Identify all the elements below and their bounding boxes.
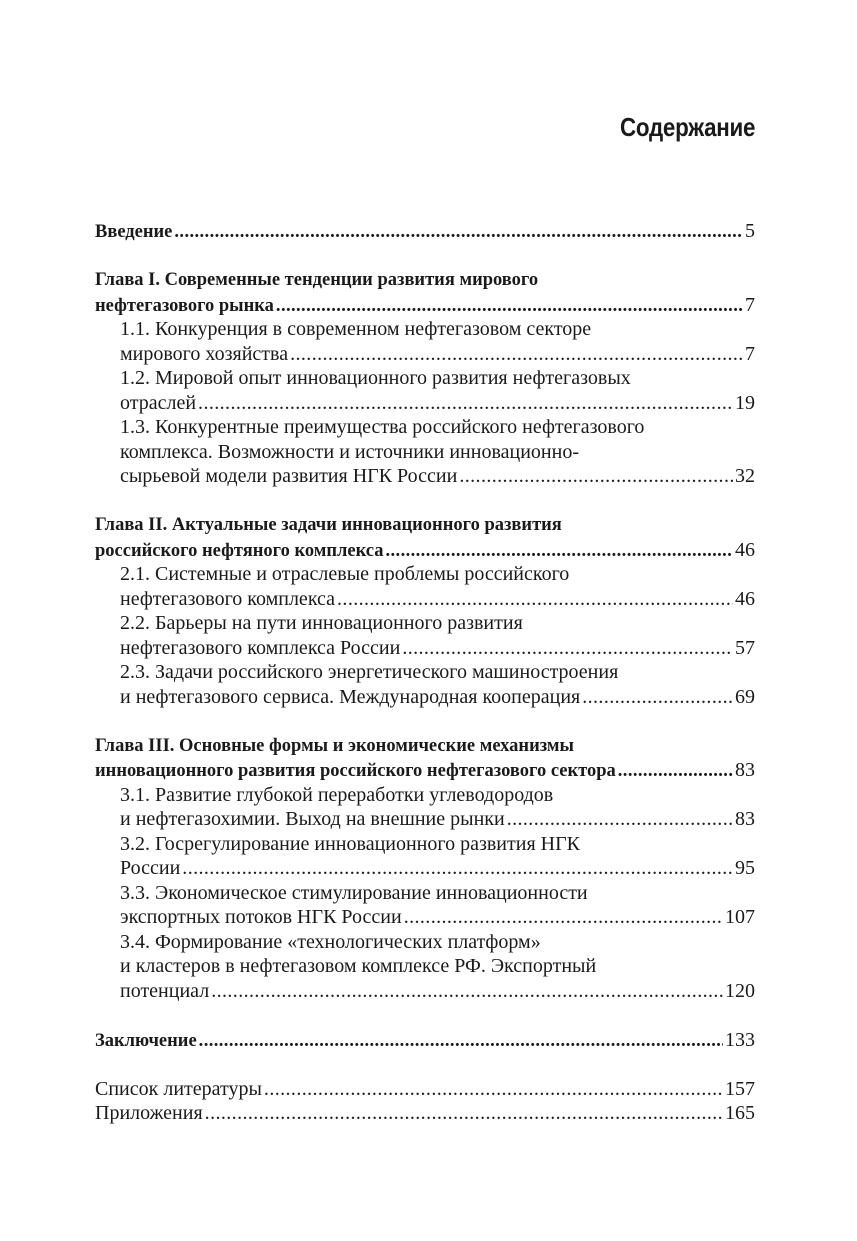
toc-section-3-2-line1[interactable]: 3.2. Госрегулирование инновационного развития НГК: [120, 832, 580, 855]
leader-dots: [582, 685, 733, 710]
toc-section-2-1-line1[interactable]: 2.1. Системные и отраслевые проблемы российского: [120, 563, 570, 585]
toc-page-number: 46: [735, 587, 755, 610]
toc-entry-label: нефтегазового комплекса России: [120, 636, 401, 659]
toc-chapter-3-line1[interactable]: Глава III. Основные формы и экономические механизмы: [95, 735, 574, 756]
toc-entry-label: инновационного развития российского нефтегазового сектора: [95, 761, 616, 781]
toc-entry-label: Приложения: [95, 1102, 203, 1124]
toc-entry-label: потенциал: [120, 979, 210, 1002]
toc-page-number: 57: [735, 636, 755, 659]
leader-dots: [404, 905, 723, 930]
toc-chapter-2-line1[interactable]: Глава II. Актуальные задачи инновационного развития: [95, 515, 562, 535]
toc-page-number: 7: [745, 293, 755, 316]
leader-dots: [290, 342, 743, 367]
toc-page-number: 19: [735, 391, 755, 414]
toc-section-1-2[interactable]: [95, 391, 755, 416]
toc-section-1-3[interactable]: [95, 464, 755, 489]
toc-section-1-3-line1[interactable]: 1.3. Конкурентные преимущества российского нефтегазового: [120, 416, 645, 438]
toc-entry-label: Введение: [95, 222, 173, 242]
toc-section-3-1-line1[interactable]: 3.1. Развитие глубокой переработки углеводородов: [120, 783, 554, 806]
toc-section-3-4-line2[interactable]: и кластеров в нефтегазовом комплексе РФ. Экспортный: [120, 955, 597, 977]
toc-section-3-3-line1[interactable]: 3.3. Экономическое стимулирование инновационности: [120, 881, 588, 904]
leader-dots: [211, 979, 723, 1004]
toc-section-3-3[interactable]: [95, 905, 755, 930]
toc-entry-label: и нефтегазохимии. Выход на внешние рынки: [120, 808, 505, 830]
toc-chapter-1-line1[interactable]: Глава I. Современные тенденции развития мирового: [95, 270, 539, 290]
toc-entry-references[interactable]: [95, 1077, 755, 1102]
toc-page-number: 83: [735, 759, 755, 781]
toc-section-2-1[interactable]: [95, 587, 755, 612]
toc-page-number: 157: [725, 1077, 755, 1100]
toc-entry-label: российского нефтяного комплекса: [95, 540, 384, 561]
toc-entry-label: отраслей: [120, 391, 197, 414]
leader-dots: [507, 807, 733, 832]
toc-page-number: 95: [735, 857, 755, 879]
toc-page-number: 165: [725, 1102, 755, 1124]
page-title: Содержание: [619, 112, 755, 142]
toc-page-number: 69: [735, 685, 755, 708]
leader-dots: [264, 1077, 723, 1102]
toc-page-number: 5: [745, 220, 755, 242]
toc-section-2-2[interactable]: [95, 636, 755, 661]
toc-entry-label: мирового хозяйства: [120, 342, 289, 365]
toc-chapter-1[interactable]: [95, 293, 755, 318]
leader-dots: [618, 759, 733, 784]
toc-chapter-2[interactable]: [95, 538, 755, 563]
toc-entry-label: Список литературы: [95, 1077, 262, 1100]
toc-entry-intro[interactable]: [95, 219, 755, 244]
toc-entry-label: России: [120, 857, 181, 879]
leader-dots: [205, 1101, 723, 1126]
toc-page-number: 7: [745, 342, 755, 365]
toc-section-2-2-line1[interactable]: 2.2. Барьеры на пути инновационного развития: [120, 612, 523, 634]
toc-section-2-3[interactable]: [95, 685, 755, 710]
toc-entry-label: нефтегазового комплекса: [120, 587, 336, 610]
table-of-contents: [95, 219, 755, 1126]
leader-dots: [198, 391, 733, 416]
toc-entry-conclusion[interactable]: [95, 1028, 755, 1053]
leader-dots: [174, 220, 743, 245]
toc-page-number: 83: [735, 808, 755, 830]
leader-dots: [199, 1029, 723, 1054]
toc-section-3-2[interactable]: [95, 856, 755, 881]
toc-entry-label: сырьевой модели развития НГК России: [120, 465, 458, 487]
toc-entry-label: и нефтегазового сервиса. Международная кооперация: [120, 685, 581, 708]
toc-page-number: 120: [725, 979, 755, 1002]
toc-section-1-1[interactable]: [95, 342, 755, 367]
leader-dots: [182, 856, 733, 881]
toc-section-2-3-line1[interactable]: 2.3. Задачи российского энергетического машиностроения: [120, 661, 619, 683]
toc-section-3-4-line1[interactable]: 3.4. Формирование «технологических платформ»: [120, 930, 541, 953]
leader-dots: [402, 636, 733, 661]
leader-dots: [386, 539, 734, 564]
toc-section-1-2-line1[interactable]: 1.2. Мировой опыт инновационного развития нефтегазовых: [120, 367, 631, 389]
toc-page-number: 32: [735, 465, 755, 487]
toc-entry-appendix[interactable]: [95, 1101, 755, 1126]
toc-entry-label: экспортных потоков НГК России: [120, 906, 402, 928]
toc-entry-label: Заключение: [95, 1030, 197, 1051]
page: [95, 0, 755, 1241]
toc-chapter-3[interactable]: [95, 758, 755, 783]
leader-dots: [459, 464, 733, 489]
leader-dots: [337, 587, 733, 612]
toc-section-3-4[interactable]: [95, 979, 755, 1004]
toc-section-3-1[interactable]: [95, 807, 755, 832]
toc-page-number: 133: [725, 1028, 755, 1051]
toc-page-number: 107: [725, 906, 755, 928]
toc-section-1-3-line2[interactable]: комплекса. Возможности и источники инновационно-: [120, 440, 579, 463]
toc-section-1-1-line1[interactable]: 1.1. Конкуренция в современном нефтегазовом секторе: [120, 318, 592, 340]
toc-entry-label: нефтегазового рынка: [95, 295, 274, 316]
toc-page-number: 46: [735, 538, 755, 561]
leader-dots: [276, 294, 743, 319]
